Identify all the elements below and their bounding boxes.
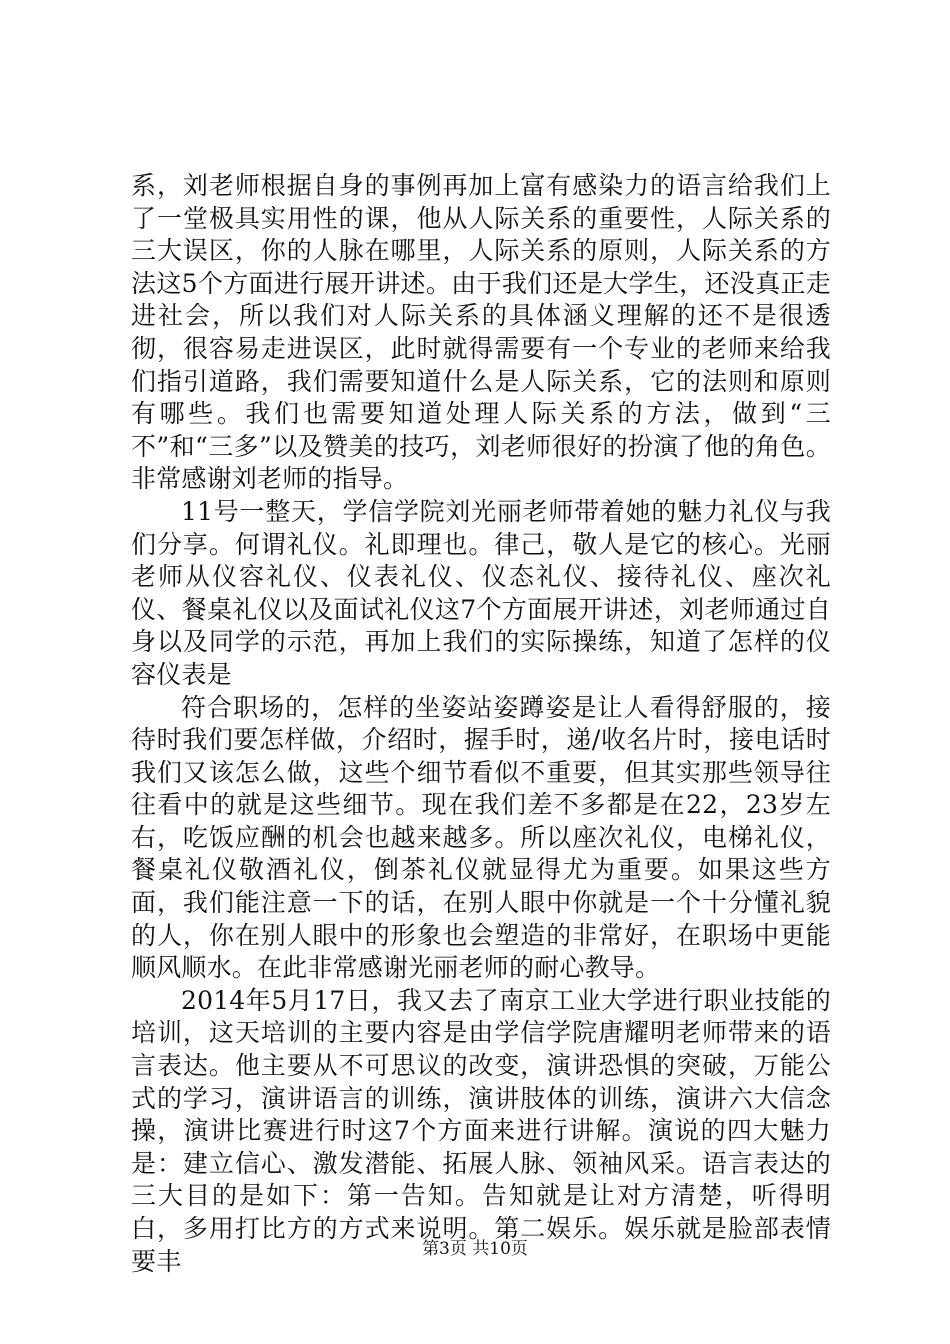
page-number: 第3页: [422, 1239, 467, 1259]
paragraph-2: 11号一整天，学信学院刘光丽老师带着她的魅力礼仪与我们分享。何谓礼仪。礼即理也。律己，敬人是它的核心。光丽老师从仪容礼仪、仪表礼仪、仪态礼仪、接待礼仪、座次礼仪、餐桌礼仪以及面试礼仪这7个方面展开讲述，刘老师通过自身以及同学的示范，再加上我们的实际操练，知道了怎样的仪容仪表是: [131, 496, 831, 689]
page-footer: [0, 1238, 950, 1260]
page-total: 共10页: [472, 1239, 528, 1259]
paragraph-4: 2014年5月17日，我又去了南京工业大学进行职业技能的培训，这天培训的主要内容是由学信学院唐耀明老师带来的语言表达。他主要从不可思议的改变，演讲恐惧的突破，万能公式的学习，演讲语言的训练，演讲肢体的训练，演讲六大信念操，演讲比赛进行时这7个方面来进行讲解。演说的四大魅力是：建立信心、激发潜能、拓展人脉、领袖风采。语言表达的三大目的是如下：第一告知。告知就是让对方清楚，听得明白，多用打比方的方式来说明。第二娱乐。娱乐就是脸部表情要丰: [131, 985, 831, 1276]
paragraph-3: 符合职场的，怎样的坐姿站姿蹲姿是让人看得舒服的，接待时我们要怎样做，介绍时，握手时，递/收名片时，接电话时我们又该怎么做，这些个细节看似不重要，但其实那些领导往往看中的就是这些细节。现在我们差不多都是在22，23岁左右，吃饭应酬的机会也越来越多。所以座次礼仪，电梯礼仪，餐桌礼仪敬酒礼仪，倒茶礼仪就显得尤为重要。如果这些方面，我们能注意一下的话，在别人眼中你就是一个十分懂礼貌的人，你在别人眼中的形象也会塑造的非常好，在职场中更能顺风顺水。在此非常感谢光丽老师的耐心教导。: [131, 692, 831, 983]
paragraph-1: 系，刘老师根据自身的事例再加上富有感染力的语言给我们上了一堂极具实用性的课，他从人际关系的重要性，人际关系的三大误区，你的人脉在哪里，人际关系的原则，人际关系的方法这5个方面进行展开讲述。由于我们还是大学生，还没真正走进社会，所以我们对人际关系的具体涵义理解的还不是很透彻，很容易走进误区，此时就得需要有一个专业的老师来给我们指引道路，我们需要知道什么是人际关系，它的法则和原则有哪些。我们也需要知道处理人际关系的方法，做到“三不”和“三多”以及赞美的技巧，刘老师很好的扮演了他的角色。非常感谢刘老师的指导。: [131, 171, 831, 494]
body-text: [131, 170, 831, 1278]
